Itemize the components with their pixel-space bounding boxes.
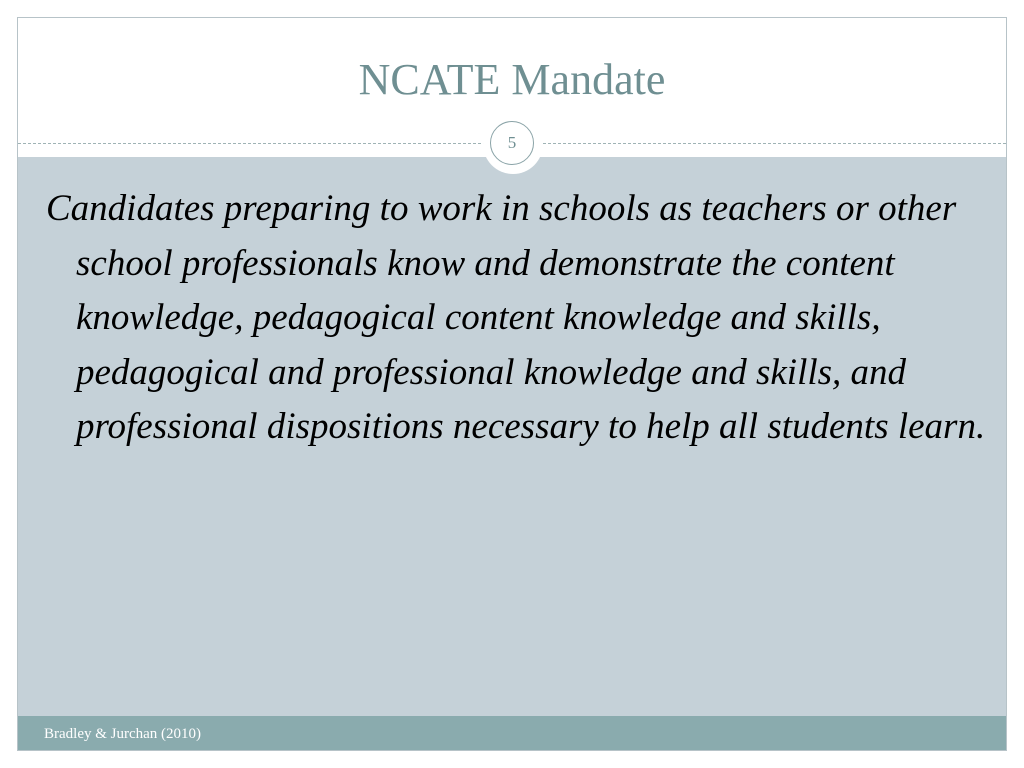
slide-title: NCATE Mandate xyxy=(358,55,666,104)
footer-bar xyxy=(18,716,1006,751)
slide-number: 5 xyxy=(490,121,534,165)
body-text: Candidates preparing to work in schools as teachers or other school professionals know and demonstrate the content knowledge, pedagogical content knowledge and skills, pedagogical and professional knowledge and skills, and professional dispositions necessary to help all students learn. xyxy=(46,188,986,447)
footer-citation: Bradley & Jurchan (2010) xyxy=(44,726,202,742)
slide xyxy=(17,17,1007,751)
